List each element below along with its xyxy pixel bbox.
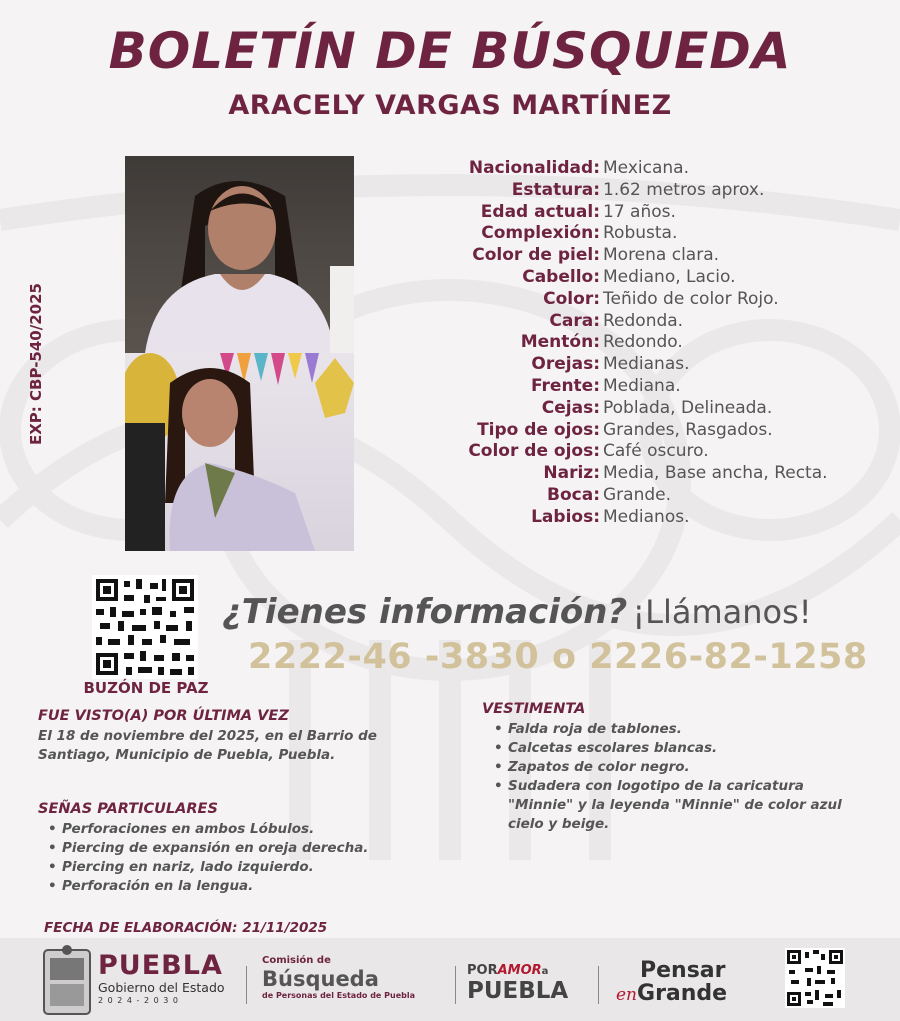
feature-label: Estatura:: [511, 179, 600, 200]
gobierno-text: Gobierno del Estado: [98, 980, 225, 995]
call-us-text: ¡Llámanos!: [632, 593, 812, 631]
feature-row: [430, 420, 890, 442]
qr-code-buzon[interactable]: [92, 575, 198, 679]
feature-label: Color de ojos:: [468, 441, 600, 462]
qr-code-footer[interactable]: [785, 948, 845, 1008]
feature-value: Morena clara.: [603, 245, 720, 266]
feature-value: 1.62 metros aprox.: [603, 179, 765, 200]
feature-label: Boca:: [547, 484, 600, 505]
list-item-sweater: [494, 777, 894, 834]
feature-row: [430, 507, 890, 529]
pensar-en-grande-logo: [616, 960, 766, 1007]
footer-divider: [246, 966, 247, 1004]
feature-row: [430, 267, 890, 289]
list-item: • Perforaciones en ambos Lóbulos.: [48, 820, 448, 839]
feature-label: Cejas:: [541, 397, 600, 418]
footer-divider: [598, 966, 599, 1004]
feature-value: Mediana.: [603, 375, 681, 396]
sweater-line: • Sudadera con logotipo de la caricatura: [508, 778, 804, 794]
busqueda-text: Búsqueda: [262, 967, 379, 991]
last-seen-line-2: Santiago, Municipio de Puebla, Puebla.: [38, 747, 336, 763]
por-text: POR: [467, 963, 498, 978]
feature-label: Color:: [543, 288, 600, 309]
feature-row: [430, 311, 890, 333]
question-text: ¿Tienes información?: [222, 592, 628, 632]
a-text: a: [541, 966, 549, 977]
feature-label: Nacionalidad:: [468, 158, 600, 178]
feature-row: [430, 463, 890, 485]
grande-text: Grande: [637, 981, 728, 1006]
feature-value: Grandes, Rasgados.: [603, 419, 773, 440]
footer-divider: [455, 966, 456, 1004]
feature-label: Labios:: [531, 506, 600, 527]
expediente-number: EXP: CBP-540/2025: [27, 283, 45, 445]
bulletin-title: BOLETÍN DE BÚSQUEDA: [108, 22, 792, 80]
amor-text: AMOR: [497, 963, 542, 978]
feature-label: Edad actual:: [480, 201, 600, 222]
feature-value: Mediano, Lacio.: [603, 266, 736, 287]
feature-label: Color de piel:: [472, 245, 600, 266]
feature-row: [430, 376, 890, 398]
feature-value: Poblada, Delineada.: [603, 397, 773, 418]
physical-features-list: [430, 158, 890, 529]
list-item: • Piercing en nariz, lado izquierdo.: [48, 858, 448, 877]
en-text: en: [616, 985, 638, 1005]
comision-text: Comisión de: [262, 955, 331, 966]
feature-row: [430, 441, 890, 463]
list-item: • Calcetas escolares blancas.: [494, 739, 894, 758]
elaboration-date: FECHA DE ELABORACIÓN: 21/11/2025: [44, 920, 328, 936]
feature-row: [430, 202, 890, 224]
last-seen-description: [38, 727, 438, 765]
feature-label: Orejas:: [531, 354, 600, 375]
list-item: • Piercing de expansión en oreja derecha.: [48, 839, 448, 858]
state-coat-of-arms-icon: [42, 944, 92, 1019]
clothing-list: [494, 720, 894, 834]
feature-value: Teñido de color Rojo.: [603, 288, 779, 309]
last-seen-title: FUE VISTO(A) POR ÚLTIMA VEZ: [38, 708, 289, 724]
phone-numbers[interactable]: 2222-46 -3830 o 2226-82-1258: [248, 637, 868, 677]
feature-value: Redonda.: [603, 310, 684, 331]
feature-row: [430, 332, 890, 354]
feature-value: 17 años.: [603, 201, 676, 222]
years-text: 2 0 2 4 - 2 0 3 0: [98, 996, 179, 1005]
feature-label: Nariz:: [543, 463, 600, 484]
feature-row: [430, 245, 890, 267]
feature-row: [430, 223, 890, 245]
feature-label: Tipo de ojos:: [477, 419, 600, 440]
list-item: • Perforación en la lengua.: [48, 877, 448, 896]
personas-text: de Personas del Estado de Puebla: [262, 991, 415, 1000]
feature-label: Frente:: [531, 375, 600, 396]
feature-value: Medianas.: [603, 354, 690, 375]
feature-label: Cara:: [549, 310, 600, 331]
pensar-text: Pensar: [640, 958, 726, 983]
feature-row: [430, 354, 890, 376]
list-item: • Zapatos de color negro.: [494, 758, 894, 777]
sweater-line: cielo y beige.: [508, 816, 610, 832]
sweater-line: "Minnie" y la leyenda "Minnie" de color azul: [508, 797, 842, 813]
feature-row: [430, 289, 890, 311]
feature-value: Medianos.: [603, 506, 690, 527]
list-item: • Falda roja de tablones.: [494, 720, 894, 739]
buzon-de-paz-label: BUZÓN DE PAZ: [83, 679, 209, 697]
contact-question: [222, 592, 892, 632]
feature-value: Grande.: [603, 484, 672, 505]
puebla-government-logo: [98, 952, 238, 1006]
feature-value: Café oscuro.: [603, 441, 709, 462]
person-photo-2: [125, 353, 354, 551]
particular-signs-list: [48, 820, 448, 896]
feature-label: Mentón:: [520, 332, 600, 353]
feature-value: Media, Base ancha, Recta.: [603, 463, 828, 484]
feature-row: [430, 398, 890, 420]
puebla-logo-text: PUEBLA: [98, 950, 223, 981]
clothing-title: VESTIMENTA: [482, 701, 586, 717]
feature-row: [430, 158, 890, 180]
comision-busqueda-logo: [262, 955, 442, 1001]
feature-row: [430, 180, 890, 202]
feature-value: Mexicana.: [603, 158, 689, 178]
por-amor-puebla-logo: [467, 963, 587, 1003]
feature-label: Complexión:: [481, 223, 600, 244]
person-photo-1: [125, 156, 354, 353]
last-seen-line-1: El 18 de noviembre del 2025, en el Barrio de: [38, 728, 377, 744]
feature-label: Cabello:: [522, 266, 600, 287]
particular-signs-title: SEÑAS PARTICULARES: [38, 801, 218, 817]
person-name: ARACELY VARGAS MARTÍNEZ: [228, 90, 672, 121]
puebla-slogan-text: PUEBLA: [467, 978, 569, 1004]
feature-value: Robusta.: [603, 223, 678, 244]
feature-row: [430, 485, 890, 507]
feature-value: Redondo.: [603, 332, 683, 353]
